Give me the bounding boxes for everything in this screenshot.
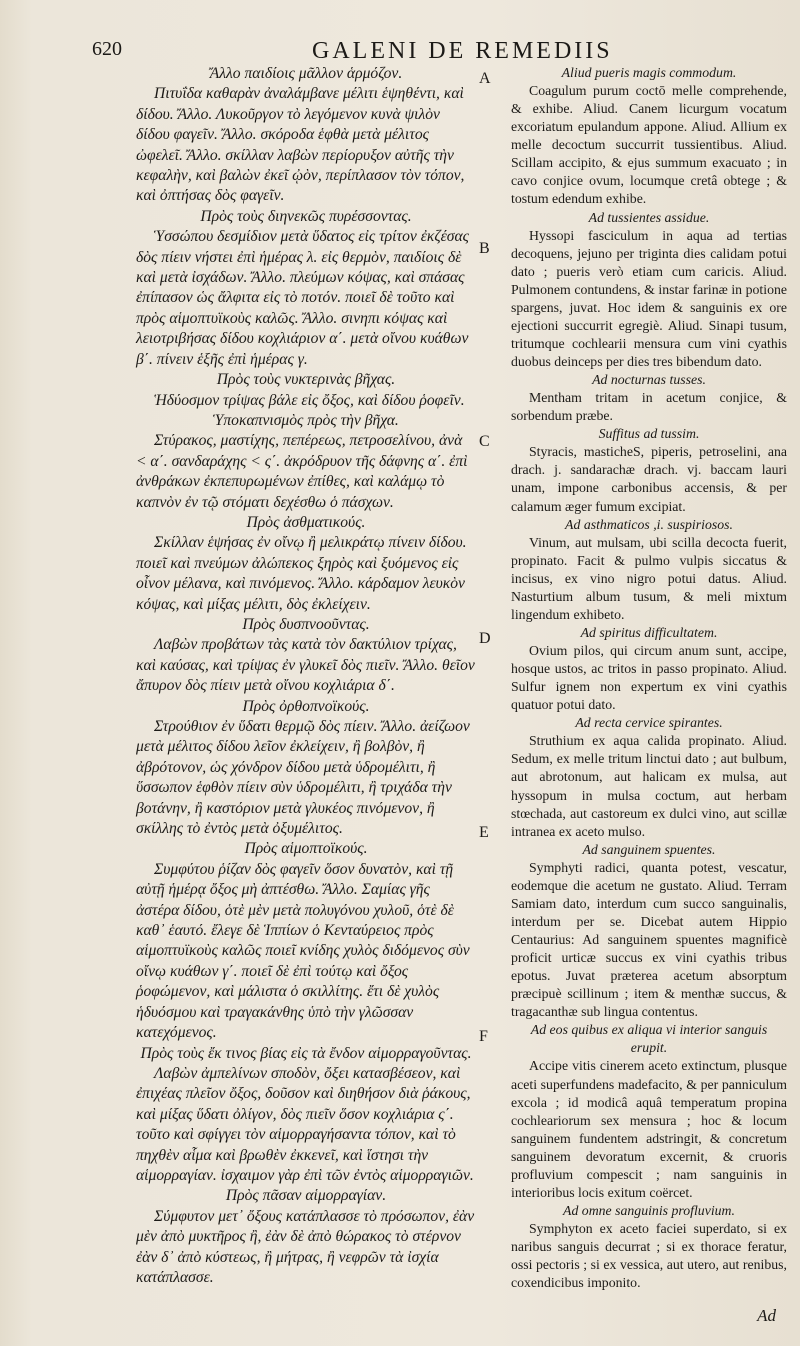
margin-letter-b: B — [479, 240, 490, 257]
paragraph: Mentham tritam in acetum conjice, & sorbendum præbe. — [511, 390, 787, 424]
paragraph: Hyssopi fasciculum in aqua ad tertias decoquens, jejuno per triginta dies calidam potui dato ; pueris verò etiam cum caricis. Aliud. Pulmonem contundens, & instar farinæ in potione spargens, juvat. Hoc idem & sanguinis ex ore ejectioni succurrit egregiè. Aliud. Sinapi tusum, tritumque cochlearii mensura cum vini cyathis duobus deinceps per dies tres bibendum dato. — [511, 227, 787, 369]
section-heading: Ad tussientes assidue. — [588, 209, 710, 225]
margin-letter-f: F — [479, 1028, 488, 1045]
section-heading: Ὑποκαπνισμὸς πρὸς τὴν βῆχα. — [213, 411, 399, 429]
section-heading: Πρὸς ἀσθματικούς. — [246, 513, 366, 531]
paragraph: Λαβὼν ἀμπελίνων σποδὸν, ὄξει κατασβέσεον, καὶ ἐπιχέας πλεῖον ὄξος, δοῦσον καὶ διηθήσον διὰ ῥάκους, καὶ μίξας ὕδατι ὀλίγον, δὸς πιεῖν ὅσον κοχλιάρια ς΄. τοῦτο καὶ σφίγγει τὸν αἱμορραγήσαντα τόπον, καὶ τὸ πηχθὲν αἷμα καὶ βρωθὲν ἐκκενεῖ, καὶ ἵστησι τὴν αἱμορραγίαν. ἰσχαιμον γὰρ ἐπὶ τῶν ἐντὸς αἱμορραγιῶν. — [136, 1064, 474, 1184]
paragraph: Συμφύτου ῥίζαν δὸς φαγεῖν ὅσον δυνατὸν, καὶ τῇ αὐτῇ ἡμέρᾳ ὄξος μὴ ἀπτέσθω. Ἄλλο. Σαμίας γῆς ἀστέρα δίδου, ὁτὲ μὲν μετὰ πολυγόνου χυλοῦ, ὁτὲ δὲ καθ᾽ ἑαυτό. ἔλεγε δὲ Ἱππίων ὁ Κενταύρειος πρὸς αἱμοπτυϊκοὺς καλῶς ποιεῖ κνίδης χυλὸς διδόμενος σὺν οἴνῳ κυάθων γ΄. ποιεῖ δὲ ἐπὶ τούτῳ καὶ ὄξος ῥοφώμενον, καὶ μάλιστα ὁ σκιλλίτης. ἔτι δὲ χυλὸς ἡδυόσμου καὶ τραγακάνθης ὑπὸ τὴν γλῶσσαν κατεχόμενος. — [136, 860, 470, 1042]
margin-letter-d: D — [479, 630, 491, 647]
margin-letter-e: E — [479, 824, 489, 841]
section-heading: Ad omne sanguinis profluvium. — [563, 1202, 735, 1218]
section-heading: Ad sanguinem spuentes. — [582, 841, 716, 857]
margin-letter-c: C — [479, 433, 490, 450]
paragraph: Σκίλλαν ἑψήσας ἐν οἴνῳ ἢ μελικράτῳ πίνειν δίδου. ποιεῖ καὶ πνεύμων ἀλώπεκος ξηρὸς καὶ ξυόμενος εἰς οἶνον μέλανα, καὶ πινόμενος. Ἄλλο. κάρδαμον λευκὸν κόψας, καὶ μίξας μέλιτι, δὸς ἐκλείχειν. — [136, 534, 467, 613]
paragraph: Λαβὼν προβάτων τὰς κατὰ τὸν δακτύλιον τρίχας, καὶ καύσας, καὶ τρίψας ἐν γλυκεῖ δὸς πιεῖν. Ἄλλο. θεῖον ἄπυρον δὸς πίειν μετὰ οἴνου κοχλιάρια δ΄. — [136, 636, 475, 695]
paragraph: Styracis, masticheS, piperis, petroselini, ana drach. j. sandarachæ drach. vj. baccam lauri unam, impone carbonibus accensis, & per calamum æger fumum excipiat. — [511, 444, 787, 514]
margin-letter-a: A — [479, 70, 491, 87]
section-heading: Suffitus ad tussim. — [598, 426, 700, 442]
section-heading: Πρὸς ὀρθοπνοϊκούς. — [242, 697, 370, 715]
paragraph: Ovium pilos, qui circum anum sunt, accipe, hosque ustos, ac tritos in passo propinato. Aliud. Sulfur ignem non expertum ex vini cyathis quatuor potui dato. — [511, 643, 787, 713]
paragraph: Στρούθιον ἐν ὕδατι θερμῷ δὸς πίειν. Ἄλλο. ἀείζωον μετὰ μέλιτος δίδου λεῖον ἐκλείχειν, ἢ βολβὸν, ἢ ἀβρότονον, ὡς χόνδρον δίδου μετὰ ὑδρομέλιτι, ἢ ὕσσωπον ἑφθὸν πίειν σὺν ὑδρομέλιτι, ἢ τριχάδα τὴν βοτάνην, ἢ καστόριον μετὰ γλυκέος πινόμενον, ἢ σκίλλης τὸ ἐντὸς μετὰ ὀξυμέλιτος. — [136, 718, 470, 838]
paragraph: Symphyton ex aceto faciei superdato, si ex naribus sanguis decurrat ; si ex thorace feratur, ossi pectoris ; si ex vessica, aut utero, aut renibus, coxendicibus imponito. — [511, 1221, 787, 1291]
section-heading: Ἄλλο παιδίοις μᾶλλον ἁρμόζον. — [209, 65, 403, 82]
greek-column — [136, 64, 476, 1288]
section-heading: Πρὸς τοὺς ἔκ τινος βίας εἰς τὰ ἔνδον αἱμορραγοῦντας. — [140, 1044, 472, 1062]
section-heading: Ad recta cervice spirantes. — [575, 715, 723, 731]
running-head: GALENI DE REMEDIIS — [312, 38, 613, 64]
catchword: Ad — [757, 1306, 776, 1325]
paragraph: Ὑσσώπου δεσμίδιον μετὰ ὕδατος εἰς τρίτον ἐκζέσας δὸς πίειν νήστει ἐπὶ ἡμέρας λ. εἰς θερμὸν, παιδίοις δὲ καὶ μετὰ ἰσχάδων. Ἄλλο. πλεύμων κόψας, καὶ σπάσας ἐπίπασον ὡς ἄλφιτα εἰς τὸ ποτόν. ποιεῖ δὲ τοῦτο καὶ πρὸς αἱμοπτυϊκοὺς καλῶς. Ἄλλο. σινηπι κόψας καὶ λειοτριβήσας δίδου κοχλιάριον α΄. μετὰ οἴνου κυάθων β΄. πίνειν ἑξῆς ἐπὶ ἡμέρας γ. — [136, 228, 469, 368]
paragraph: Struthium ex aqua calida propinato. Aliud. Sedum, ex melle tritum linctui dato ; aut bulbum, aut abrotonum, aut halicam ex mulsa, aut hyssopum in mulsa coctum, aut herbam stœchada, aut castoreum ex dulci vino, aut scillæ intranea ex aceto mulso. — [511, 733, 787, 839]
paragraph: Πιτυΐδα καθαρὰν ἀναλάμβανε μέλιτι ἑψηθέντι, καὶ δίδου. Ἄλλο. Λυκοῦργον τὸ λεγόμενον κυνὰ ψιλὸν δίδου φαγεῖν. Ἄλλο. σκόροδα ἑφθὰ μετὰ μέλιτος ὠφελεῖ. Ἄλλο. σκίλλαν λαβὼν περίορυξον αὐτῆς τὴν κεφαλὴν, καὶ βαλὼν ἐκεῖ ᾠὸν, περίπλασον τὸν τόπον, καὶ ὀπτήσας δὸς φαγεῖν. — [136, 85, 465, 205]
section-heading: Πρὸς τοὺς διηνεκῶς πυρέσσοντας. — [200, 207, 412, 225]
section-heading: Ad asthmaticos ,i. suspiriosos. — [565, 516, 733, 532]
paragraph: Vinum, aut mulsam, ubi scilla decocta fuerit, propinato. Facit & pulmo vulpis siccatus & incisus, ex vino nigro potui datus. Aliud. Nasturtium album tusum, & meli mixtum lingendum exhibeto. — [511, 534, 787, 622]
paragraph: Ἡδύοσμον τρίψας βάλε εἰς ὄξος, καὶ δίδου ῥοφεῖν. — [154, 391, 465, 409]
paragraph: Στύρακος, μαστίχης, πεπέρεως, πετροσελίνου, ἀνὰ < α΄. σανδαράχης < ς΄. ἀκρόδρυον τῆς δάφνης α΄. ἐπὶ ἀνθράκων ἐκπεπυρωμένων ἐπίθες, καὶ καλάμῳ τὸ καπνὸν ἐν τῷ στόματι δεχέσθω ὁ πάσχων. — [136, 432, 468, 511]
paragraph: Accipe vitis cinerem aceto extinctum, plusque aceti superfundens madefacito, & per panniculum excola ; id modicâ aquâ temperatum propina cochleariorum sex mensura ; hoc & locum sanguinem fundentem adstringit, & concretum sanguinem devoratum excernit, & cruoris profluvium compescit ; nam sanguinis in interioribus locis exitum coërcet. — [511, 1058, 787, 1200]
section-heading: Πρὸς αἱμοπτοϊκούς. — [244, 840, 368, 858]
section-heading: Πρὸς δυσπνοοῦντας. — [242, 615, 370, 633]
section-heading: Πρὸς τοὺς νυκτερινὰς βῆχας. — [216, 371, 396, 389]
paragraph: Σύμφυτον μετ᾽ ὄξους κατάπλασσε τὸ πρόσωπον, ἐὰν μὲν ἀπὸ μυκτῆρος ἢ, ἐὰν δὲ ἀπὸ θώρακος τὸ στέρνον ἐὰν δ᾽ ἀπὸ κύστεως, ἢ μήτρας, ἢ νεφρῶν τὰ ἰσχία κατάπλασσε. — [136, 1207, 475, 1286]
section-heading: Ad nocturnas tusses. — [592, 372, 706, 388]
paragraph: Coagulum purum coctō melle comprehende, & exhibe. Aliud. Canem licurgum vocatum excoriatum epulandum appone. Aliud. Allium ex melle decoctum succurrit tussientibus. Aliud. Scillam accipito, & ejus summum exacuato ; in cavo conjice ovum, locumque cretâ obtege ; & tostum edendum exhibe. — [511, 83, 787, 207]
page-number: 620 — [92, 38, 122, 60]
section-heading: Aliud pueris magis commodum. — [561, 65, 737, 80]
paragraph: Symphyti radici, quanta potest, vescatur, eodemque die acetum ne gustato. Aliud. Terram Samiam dato, interdum cum succo sanguinalis, interdum per se. Dicebat autem Hippio Centaurius: Ad sanguinem spuentes magnificè proficit urticæ succus ex vini cyathis tribus epotus. Juvat præterea acetum absorptum præcipuè scillinum ; item & menthæ succus, & tragacanthæ sub lingua contentus. — [511, 859, 787, 1020]
section-heading: Ad eos quibus ex aliqua vi interior sanguis erupit. — [530, 1022, 768, 1056]
section-heading: Πρὸς πᾶσαν αἱμορραγίαν. — [225, 1187, 387, 1205]
latin-column — [511, 64, 787, 1292]
section-heading: Ad spiritus difficultatem. — [580, 624, 718, 640]
